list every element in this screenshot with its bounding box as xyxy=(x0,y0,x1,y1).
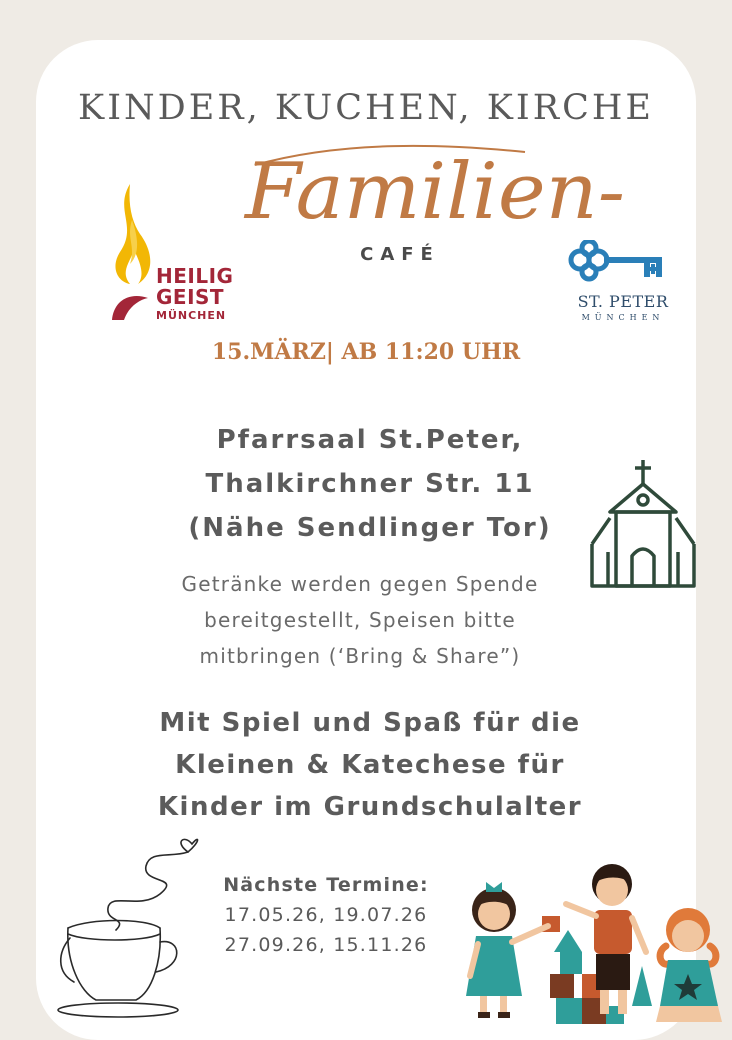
program-line-1: Mit Spiel und Spaß für die xyxy=(159,708,581,738)
next-dates-line-1: 17.05.26, 19.07.26 xyxy=(224,904,428,926)
next-dates-heading: Nächste Termine: xyxy=(223,874,429,896)
script-title xyxy=(225,130,645,250)
venue-block xyxy=(120,418,620,550)
script-title-text: Familien- xyxy=(242,147,626,237)
key-icon xyxy=(566,240,678,290)
headline: KINDER, KUCHEN, KIRCHE xyxy=(78,88,654,128)
next-dates-line-2: 27.09.26, 15.11.26 xyxy=(224,934,428,956)
event-date: 15.MÄRZ| AB 11:20 UHR xyxy=(211,339,521,365)
info-line-1: Getränke werden gegen Spende xyxy=(181,572,539,596)
program-line-3: Kinder im Grundschulalter xyxy=(157,792,583,822)
venue-line-3: (Nähe Sendlinger Tor) xyxy=(188,513,552,543)
st-peter-logo xyxy=(564,294,682,322)
info-line-2: bereitgestellt, Speisen bitte xyxy=(204,608,516,632)
program-line-2: Kleinen & Katechese für xyxy=(175,750,565,780)
children-playing-illustration xyxy=(456,856,732,1024)
next-dates xyxy=(196,870,456,960)
logo-text-muenchen-2: MÜNCHEN xyxy=(581,313,665,322)
program-block xyxy=(80,702,660,828)
subtitle-cafe: CAFÉ xyxy=(360,244,440,265)
heilig-geist-logo xyxy=(156,266,233,321)
logo-text-st-peter: ST. PETER xyxy=(577,292,669,311)
flame-icon xyxy=(104,180,160,320)
logo-text-muenchen: MÜNCHEN xyxy=(156,309,227,322)
info-line-3: mitbringen (‘Bring & Share”) xyxy=(199,644,521,668)
venue-line-2: Thalkirchner Str. 11 xyxy=(205,469,535,499)
logo-text-geist: GEIST xyxy=(156,285,225,309)
coffee-cup-icon xyxy=(50,832,210,1020)
venue-line-1: Pfarrsaal St.Peter, xyxy=(216,425,524,455)
church-icon xyxy=(588,458,698,588)
info-block xyxy=(120,566,600,674)
logo-text-heilig: HEILIG xyxy=(156,264,234,288)
